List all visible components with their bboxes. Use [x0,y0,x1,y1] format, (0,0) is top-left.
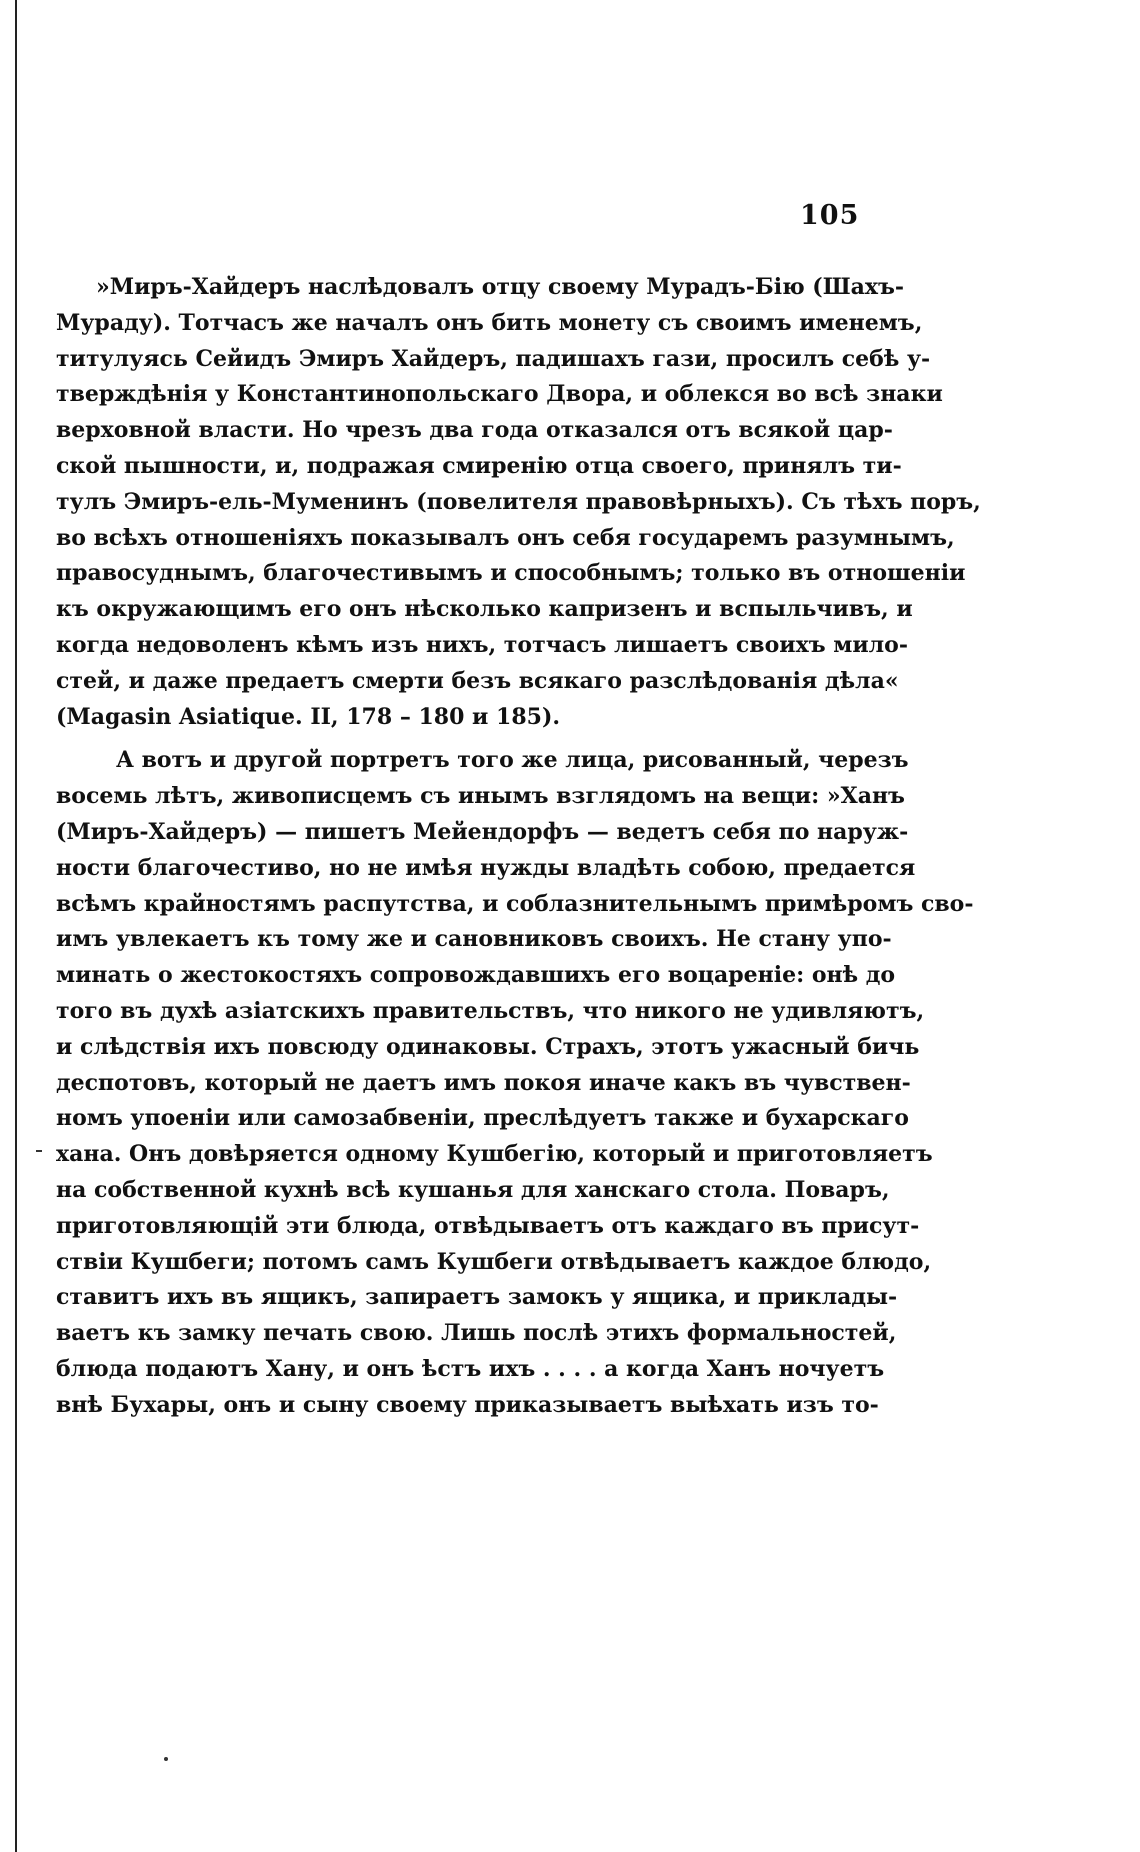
text-line: хана. Онъ довѣряется одному Кушбегію, который и приготовляетъ [56,1141,933,1168]
text-line: номъ упоеніи или самозабвеніи, преслѣдуетъ также и бухарскаго [56,1105,909,1132]
text-line: и слѣдствія ихъ повсюду одинаковы. Страхъ, этотъ ужасный бичь [56,1033,920,1060]
left-margin-rule [15,0,17,1852]
scan-speck [164,1757,168,1761]
text-line: А вотъ и другой портретъ того же лица, рисованный, черезъ [116,747,909,774]
text-line: (Миръ-Хайдеръ) — пишетъ Мейендорфъ — ведетъ себя по наруж- [56,818,909,845]
text-line: на собственной кухнѣ всѣ кушанья для ханскаго стола. Поваръ, [56,1176,890,1203]
text-line: титулуясь Сейидъ Эмиръ Хайдеръ, падишахъ гази, просилъ себѣ у- [56,345,931,372]
page-body [56,270,981,1424]
text-line: блюда подаютъ Хану, и онъ ѣстъ ихъ . . . . а когда Ханъ ночуетъ [56,1355,885,1382]
text-line: ской пышности, и, подражая смиренію отца своего, принялъ ти- [56,452,902,479]
paragraph-1 [56,270,981,735]
text-line: тулъ Эмиръ-ель-Муменинъ (повелителя правовѣрныхъ). Съ тѣхъ поръ, [56,488,981,515]
text-line: деспотовъ, который не даетъ имъ покоя иначе какъ въ чувствен- [56,1069,911,1096]
text-line: когда недоволенъ кѣмъ изъ нихъ, тотчасъ лишаетъ своихъ мило- [56,631,908,658]
text-line: тверждѣнія у Константинопольскаго Двора, и облекся во всѣ знаки [56,381,943,408]
text-line: приготовляющій эти блюда, отвѣдываетъ отъ каждаго въ присут- [56,1212,920,1239]
text-line: ставитъ ихъ въ ящикъ, запираетъ замокъ у ящика, и приклады- [56,1284,898,1311]
text-line: имъ увлекаетъ къ тому же и сановниковъ своихъ. Не стану упо- [56,926,892,953]
text-line: (Magasin Asiatique. II, 178 – 180 и 185). [56,703,561,730]
margin-mark [36,1150,42,1152]
paragraph-2 [56,743,974,1423]
text-line: того въ духѣ азіатскихъ правительствъ, что никого не удивляютъ, [56,997,925,1024]
text-line: правосуднымъ, благочестивымъ и способнымъ; только въ отношеніи [56,560,966,587]
text-line: ствіи Кушбеги; потомъ самъ Кушбеги отвѣдываетъ каждое блюдо, [56,1248,932,1275]
text-line: минать о жестокостяхъ сопровождавшихъ его воцареніе: онѣ до [56,962,896,989]
text-line: »Миръ-Хайдеръ наслѣдовалъ отцу своему Мурадъ-Бію (Шахъ- [96,274,904,300]
text-line: верховной власти. Но чрезъ два года отказался отъ всякой цар- [56,417,893,444]
text-line: ности благочестиво, но не имѣя нужды владѣть собою, предается [56,854,916,881]
text-line: ваетъ къ замку печать свою. Лишь послѣ этихъ формальностей, [56,1320,897,1347]
text-line: стей, и даже предаетъ смерти безъ всякаго разслѣдованія дѣла« [56,667,899,694]
page-number: 105 [800,200,860,231]
text-line: во всѣхъ отношеніяхъ показывалъ онъ себя государемъ разумнымъ, [56,524,955,551]
text-line: восемь лѣтъ, живописцемъ съ инымъ взглядомъ на вещи: »Ханъ [56,783,905,810]
text-line: всѣмъ крайностямъ распутства, и соблазнительнымъ примѣромъ сво- [56,890,974,917]
text-line: Мураду). Тотчасъ же началъ онъ бить монету съ своимъ именемъ, [56,309,923,336]
text-line: къ окружающимъ его онъ нѣсколько капризенъ и вспыльчивъ, и [56,596,913,623]
text-line: внѣ Бухары, онъ и сыну своему приказываетъ выѣхать изъ то- [56,1391,879,1418]
